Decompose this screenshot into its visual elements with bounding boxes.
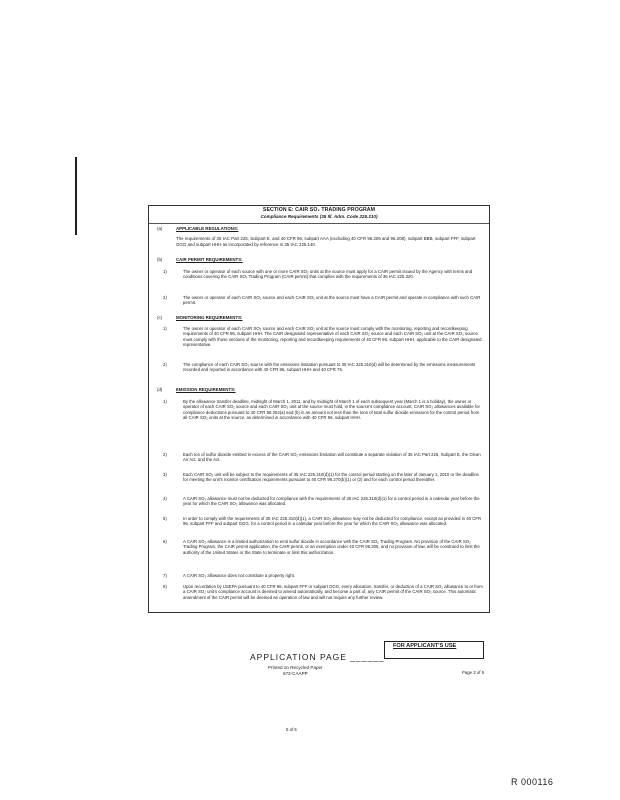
item-number: 3) xyxy=(163,472,167,477)
item-text: The owner or operator of each CAIR SO₂ source and each CAIR SO₂ unit at the source must comply with the monitoring, reporting and recordkeeping requirements of 40 CFR 96, subpart HHH. The CAIR designated representative of each CAIR SO₂ source and each CAIR SO₂ unit at the CAIR SO₂ source must comply with those sections of the monitoring, reporting and recordkeeping requirements of 40 CFR 96, subpart HHH, applicable to the CAIR designated representative. xyxy=(183,326,482,348)
section-label: (d) xyxy=(157,387,163,392)
item-text: Each CAIR SO₂ unit will be subject to the requirements of 35 IAC 225.310(d)(1) for the control period starting on the later of January 1, 2010 or the deadline for meeting the unit's monitor certification requirements pursuant to 40 CFR 96.270(b)(1) or (2) and for each control period thereafter. xyxy=(183,472,479,483)
item-number: 1) xyxy=(163,326,167,331)
margin-mark xyxy=(75,157,77,235)
item-number: 6) xyxy=(163,539,167,544)
item-number: 1) xyxy=(163,399,167,404)
printed-line-2: 673-CAAPP xyxy=(282,671,308,676)
printed-line-1: Printed on Recycled Paper xyxy=(268,665,323,670)
revision-note: Page 3 of 5 xyxy=(462,670,484,675)
section-heading: APPLICABLE REGULATIONS: xyxy=(176,226,239,231)
section-label: (c) xyxy=(157,315,163,320)
item-text: The compliance of each CAIR SO₂ source with the emissions limitation pursuant to 35 IAC 225.310(d) will be determined by the emissions measurements recorded and reported in accordance with 40 CFR 96, subpart HHH and 40 CFR 75. xyxy=(183,362,476,373)
section-label: (a) xyxy=(157,226,163,231)
item-number: 4) xyxy=(163,496,167,501)
item-number: 2) xyxy=(163,295,167,300)
item-number: 2) xyxy=(163,452,167,457)
item-text: Each ton of sulfur dioxide emitted in excess of the CAIR SO₂ emissions limitation will constitute a separate violation of 35 IAC Part 225, Subpart E, the Clean Air Act, and the Act. xyxy=(183,452,481,463)
item-text: Upon recordation by USEPA pursuant to 40 CFR 96, subpart FFF or subpart GGG, every allocation, transfer, or deduction of a CAIR SO₂ allowance to or from a CAIR SO₂ unit's compliance account is deemed to amend automatically, and become a part of, any CAIR permit of the CAIR SO₂ source. This automatic amendment of the CAIR permit will be deemed an operation of law and will not require any further review. xyxy=(183,584,483,600)
item-number: 5) xyxy=(163,516,167,521)
section-label: (b) xyxy=(157,257,163,262)
page-number: 5 of 5 xyxy=(286,727,297,732)
item-text: A CAIR SO₂ allowance does not constitute a property right. xyxy=(183,573,296,578)
item-number: 1) xyxy=(163,269,167,274)
item-number: 7) xyxy=(163,573,167,578)
section-text: The requirements of 35 IAC Part 225, Subpart E, and 40 CFR 96, subpart AAA (excluding 40 CFR 96.206 and 96.208), subpart BBB, subpart FFF, subpart GGG and subpart HHH as incorporated by reference in 35 IAC 225.140. xyxy=(176,236,476,247)
item-text: A CAIR SO₂ allowance is a limited authorization to emit sulfur dioxide in accordance with the CAIR SO₂ Trading Program. No provision of the CAIR SO₂ Trading Program, the CAIR permit application, the CAIR permit, or an exemption under 40 CFR 96.205, and no provision of law, will be construed to limit the authority of the United States or the State to terminate or limit this authorization. xyxy=(183,539,480,555)
item-text: A CAIR SO₂ allowance must not be deducted for compliance with the requirements of 35 IAC 225.310(d)(1) for a control period in a calendar year before the year for which the CAIR SO₂ allowance was allocated. xyxy=(183,496,480,507)
form-frame xyxy=(148,205,490,613)
section-heading: EMISSION REQUIREMENTS: xyxy=(176,387,236,392)
item-text: By the allowance transfer deadline, midnight of March 1, 2011, and by midnight of March 1 of each subsequent year (March 1 is a holiday), the owner or operator of each CAIR SO₂ source and each CAIR SO₂ unit at the source must hold, in the source's compliance account, CAIR SO₂ allowances available for compliance deductions pursuant to 40 CFR 96.254(a) and (b) in an amount not less than the tons of total sulfur dioxide emissions for the control period from all CAIR SO₂ units at the source, as determined in accordance with 40 CFR 96, subpart HHH. xyxy=(183,399,480,421)
item-text: The owner or operator of each CAIR SO₂ source and each CAIR SO₂ unit at the source must have a CAIR permit and operate in compliance with such CAIR permit. xyxy=(183,295,481,306)
section-subtitle: Compliance Requirements (35 Ill. Adm. Code 225.310) xyxy=(260,213,378,219)
item-text: In order to comply with the requirements of 35 IAC 225.310(d)(1), a CAIR SO₂ allowance may not be deducted for compliance, except as provided in 40 CFR 96, subpart FFF and subpart GGG, for a control period in a calendar year before the year for which the CAIR SO₂ allowance was allocated. xyxy=(183,516,482,527)
section-header xyxy=(149,206,489,224)
applicant-use-label: FOR APPLICANT'S USE xyxy=(393,643,457,649)
application-page-title: APPLICATION PAGE ______ xyxy=(250,652,385,662)
section-heading: MONITORING REQUIREMENTS: xyxy=(176,315,243,320)
bates-number: R 000116 xyxy=(511,777,554,787)
item-number: 8) xyxy=(163,584,167,589)
printed-note xyxy=(268,665,323,677)
section-heading: CAIR PERMIT REQUIREMENTS: xyxy=(176,257,243,262)
section-title: SECTION E: CAIR SO₂ TRADING PROGRAM xyxy=(262,207,376,213)
item-text: The owner or operator of each source with one or more CAIR SO₂ units at the source must apply for a CAIR permit issued by the Agency with terms and conditions covering the CAIR SO₂ Trading Program (CAIR permit) that complies with the requirements of 35 IAC 225.320. xyxy=(183,269,473,280)
item-number: 2) xyxy=(163,362,167,367)
